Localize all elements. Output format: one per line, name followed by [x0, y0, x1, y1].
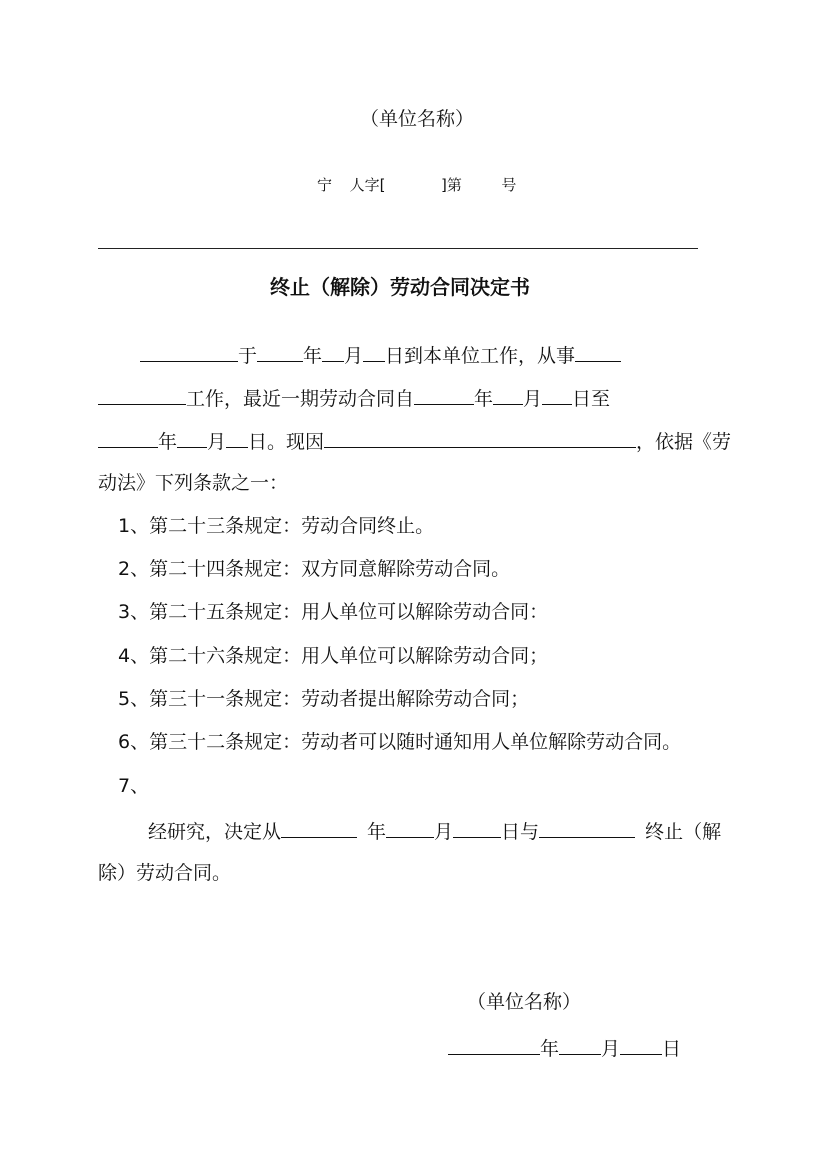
text-basis: ，依据《劳	[636, 431, 732, 453]
clause-2: 2、第二十四条规定：双方同意解除劳动合同。	[118, 558, 511, 580]
doc-number-prefix: 宁	[317, 176, 333, 194]
text-now-because: 日。现因	[248, 431, 325, 453]
blank-start-day[interactable]	[363, 342, 385, 362]
unit-name-header: （单位名称）	[360, 108, 475, 130]
text-month: 月	[434, 821, 454, 843]
text-month: 月	[207, 431, 227, 453]
clause-1: 1、第二十三条规定：劳动合同终止。	[118, 515, 435, 537]
blank-footer-year[interactable]	[448, 1035, 540, 1055]
blank-decision-year[interactable]	[281, 818, 357, 838]
text-year: 年	[158, 431, 178, 453]
text-yu: 于	[238, 345, 258, 367]
unit-name-footer: （单位名称）	[467, 991, 582, 1013]
body-line-1	[140, 342, 621, 368]
blank-contract-end-month[interactable]	[177, 428, 207, 448]
blank-footer-month[interactable]	[559, 1035, 601, 1055]
blank-job-type-cont[interactable]	[98, 385, 186, 405]
clause-7: 7、	[118, 775, 150, 797]
doc-number-mid: ]第	[441, 176, 462, 194]
clause-4: 4、第二十六条规定：用人单位可以解除劳动合同；	[118, 645, 549, 667]
header-divider	[98, 248, 698, 249]
blank-contract-start-day[interactable]	[542, 385, 572, 405]
blank-start-month[interactable]	[322, 342, 344, 362]
blank-contract-start-year[interactable]	[414, 385, 474, 405]
body-line-4: 动法》下列条款之一：	[98, 472, 289, 494]
decision-line-2: 除）劳动合同。	[98, 862, 232, 884]
text-year: 年	[303, 345, 323, 367]
clause-6: 6、第三十二条规定：劳动者可以随时通知用人单位解除劳动合同。	[118, 731, 682, 753]
blank-reason[interactable]	[324, 428, 636, 448]
text-year: 年	[540, 1038, 560, 1060]
text-work: 工作，最近一期劳动合同自	[186, 388, 415, 410]
text-year: 年	[474, 388, 494, 410]
blank-contract-end-day[interactable]	[226, 428, 248, 448]
body-line-3	[98, 428, 731, 454]
blank-footer-day[interactable]	[620, 1035, 662, 1055]
decision-line-1	[148, 818, 721, 844]
footer-date	[448, 1035, 681, 1061]
text-terminate: 终止（解	[645, 821, 722, 843]
blank-start-year[interactable]	[257, 342, 303, 362]
blank-contract-start-month[interactable]	[493, 385, 523, 405]
doc-number-type: 人字[	[349, 176, 386, 194]
body-line-2	[98, 385, 610, 411]
text-decision-start: 经研究，决定从	[148, 821, 282, 843]
blank-job-type[interactable]	[575, 342, 621, 362]
blank-contract-end-year[interactable]	[98, 428, 158, 448]
text-month: 月	[344, 345, 364, 367]
clause-5: 5、第三十一条规定：劳动者提出解除劳动合同；	[118, 688, 530, 710]
text-day: 日	[662, 1038, 682, 1060]
blank-decision-month[interactable]	[386, 818, 434, 838]
blank-employee-name[interactable]	[140, 342, 238, 362]
clause-3: 3、第二十五条规定：用人单位可以解除劳动合同：	[118, 601, 549, 623]
text-month: 月	[601, 1038, 621, 1060]
document-number	[317, 175, 516, 195]
text-day-with: 日与	[501, 821, 540, 843]
text-month: 月	[523, 388, 543, 410]
blank-employee-name-2[interactable]	[539, 818, 635, 838]
text-year: 年	[367, 821, 387, 843]
text-day-to: 日到本单位工作，从事	[385, 345, 576, 367]
text-day-to: 日至	[572, 388, 611, 410]
doc-number-suffix: 号	[501, 176, 517, 194]
document-title: 终止（解除）劳动合同决定书	[270, 275, 530, 299]
blank-decision-day[interactable]	[453, 818, 501, 838]
